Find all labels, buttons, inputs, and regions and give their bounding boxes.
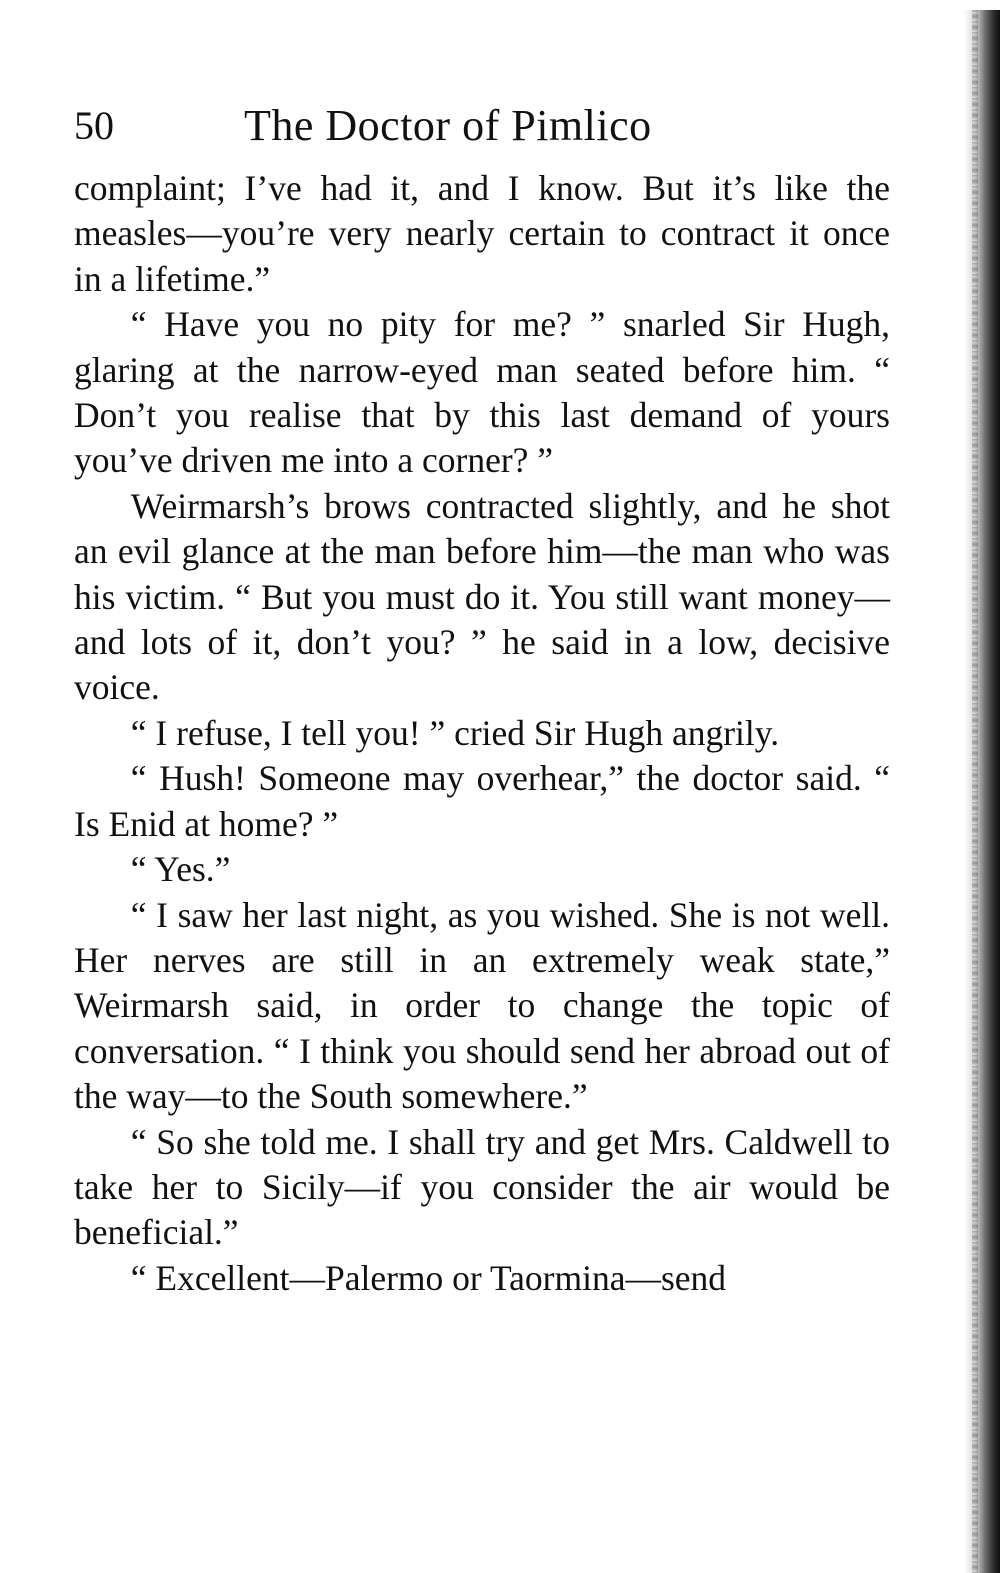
paragraph: “ So she told me. I shall try and get Mrs. Caldwell to take her to Sicily—if you consider the air would be beneficial.” [74,1121,890,1253]
page-edge-shadow [964,10,1000,1573]
paragraph: “ I refuse, I tell you! ” cried Sir Hugh angrily. [130,712,780,753]
paragraph-last-line: “ Excellent—Palermo or Taormina—send [130,1257,727,1298]
paragraph: complaint; I’ve had it, and I know. But it’s like the measles—you’re very nearly certain to contract it once in a lifetime.” [74,168,890,299]
page-number: 50 [74,103,114,148]
body-text [74,166,890,1301]
paragraph: Weirmarsh’s brows contracted slightly, and he shot an evil glance at the man before him—the man who was his victim. “ But you must do it. You still want money—and lots of it, don’t you? ” he said in a low, decisive voice. [74,485,890,708]
running-header [74,96,894,156]
paragraph: “ Hush! Someone may overhear,” the doctor said. “ Is Enid at home? ” [74,758,890,844]
paragraph: “ Yes.” [130,849,231,890]
paragraph: “ Have you no pity for me? ” snarled Sir Hugh, glaring at the narrow-eyed man seated before him. “ Don’t you realise that by this last demand of yours you’ve driven me into a corner? ” [74,304,890,481]
paragraph: “ I saw her last night, as you wished. She is not well. Her nerves are still in an extremely weak state,” Weirmarsh said, in order to change the topic of conversation. “ I think you should send her abroad out of the way—to the South somewhere.” [74,894,890,1117]
running-title: The Doctor of Pimlico [244,101,652,150]
